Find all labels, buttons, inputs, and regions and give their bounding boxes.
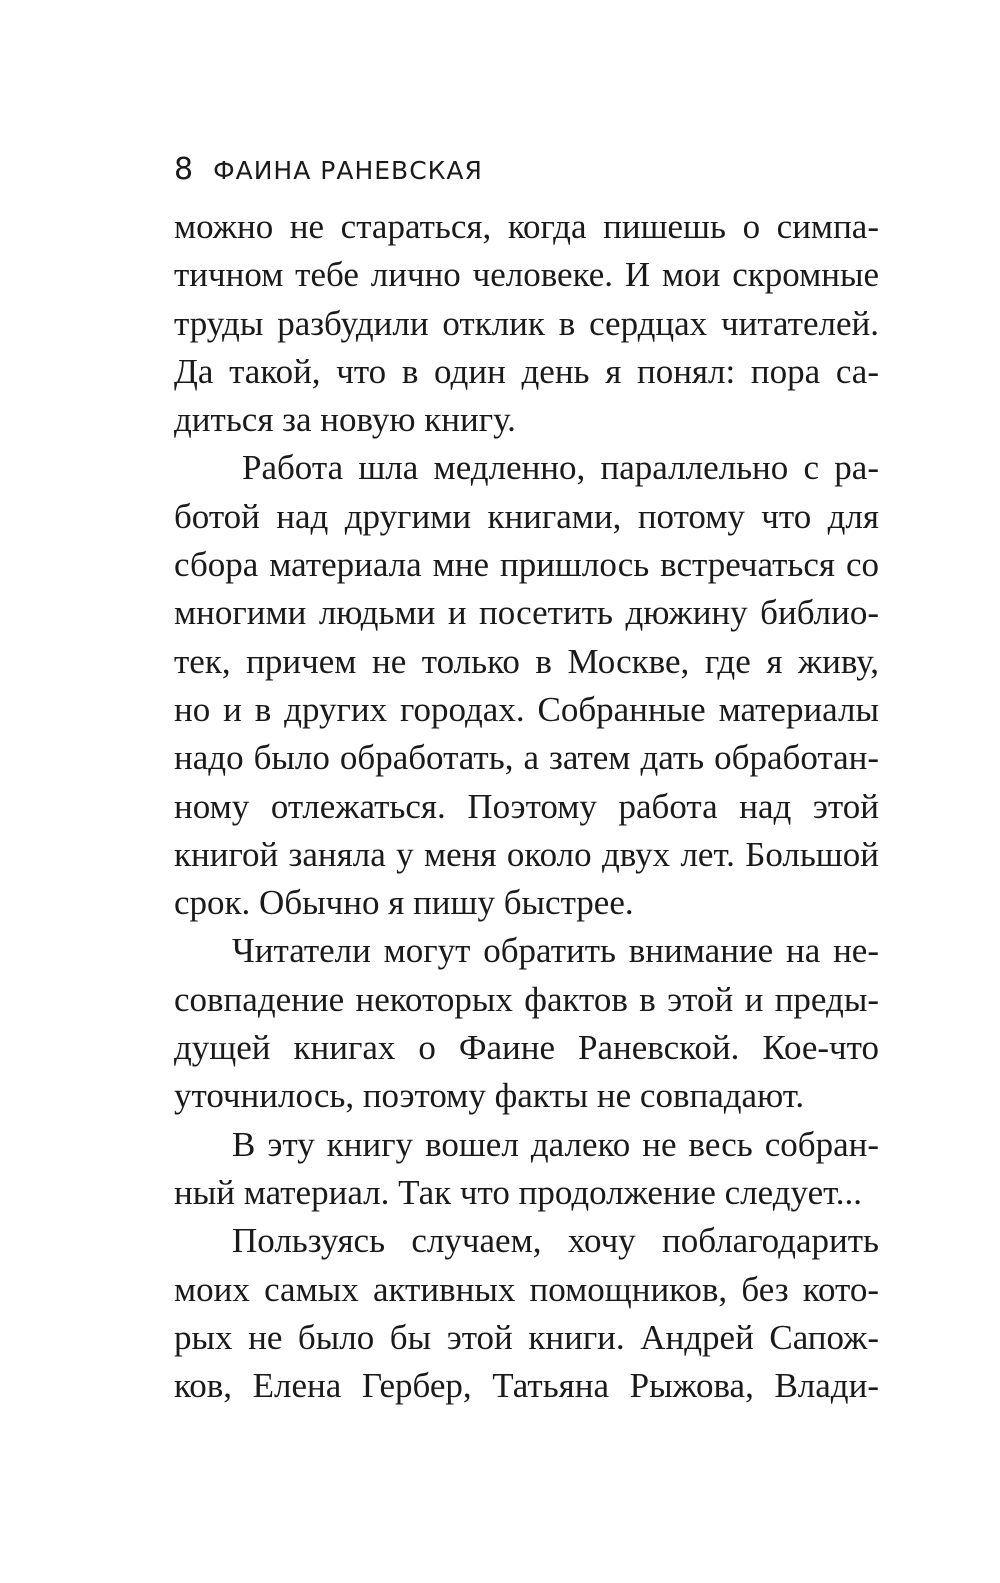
paragraph — [174, 1217, 879, 1410]
text-line: совпадение некоторых фактов в этой и преды- — [174, 979, 879, 1019]
text-line: В эту книгу вошел далеко не весь собран- — [232, 1124, 879, 1164]
text-line: Читатели могут обратить внимание на не- — [232, 931, 879, 971]
text-line: ков, Елена Гербер, Татьяна Рыжова, Влади- — [174, 1366, 879, 1406]
text-line: срок. Обычно я пишу быстрее. — [174, 883, 634, 923]
text-line: рых не было бы этой книги. Андрей Сапож- — [174, 1317, 879, 1357]
text-line: сбора материала мне пришлось встречаться со — [174, 545, 879, 585]
paragraph — [174, 927, 879, 1120]
text-line: диться за новую книгу. — [174, 400, 516, 440]
page-number: 8 — [174, 152, 194, 187]
text-line: труды разбудили отклик в сердцах читателей. — [174, 303, 879, 343]
running-header — [174, 150, 483, 191]
text-line: ботой над другими книгами, потому что для — [174, 496, 879, 536]
text-line: тек, причем не только в Москве, где я живу, — [174, 641, 879, 681]
text-line: тичном тебе лично человеке. И мои скромные — [174, 255, 879, 295]
text-line: можно не стараться, когда пишешь о симпа- — [174, 207, 879, 246]
text-line: надо было обработать, а затем дать обработан- — [174, 738, 879, 778]
running-header-author: ФАИНА РАНЕВСКАЯ — [213, 156, 483, 185]
paragraph — [174, 203, 879, 444]
text-line: многими людьми и посетить дюжину библио- — [174, 593, 879, 633]
text-line: Работа шла медленно, параллельно с ра- — [242, 448, 879, 488]
text-line: ному отлежаться. Поэтому работа над этой — [174, 786, 879, 826]
text-line: Пользуясь случаем, хочу поблагодарить — [232, 1221, 879, 1261]
text-line: книгой заняла у меня около двух лет. Большой — [174, 834, 879, 874]
text-line: дущей книгах о Фаине Раневской. Кое-что — [174, 1028, 879, 1068]
text-line: моих самых активных помощников, без кото- — [174, 1269, 879, 1309]
text-line: Да такой, что в один день я понял: пора са- — [174, 351, 879, 391]
body-text — [174, 203, 879, 1410]
text-line: ный материал. Так что продолжение следует... — [174, 1172, 863, 1212]
text-line: но и в других городах. Собранные материалы — [174, 689, 879, 729]
paragraph — [174, 1121, 879, 1218]
text-line: уточнилось, поэтому факты не совпадают. — [174, 1076, 805, 1116]
paragraph — [174, 444, 879, 927]
